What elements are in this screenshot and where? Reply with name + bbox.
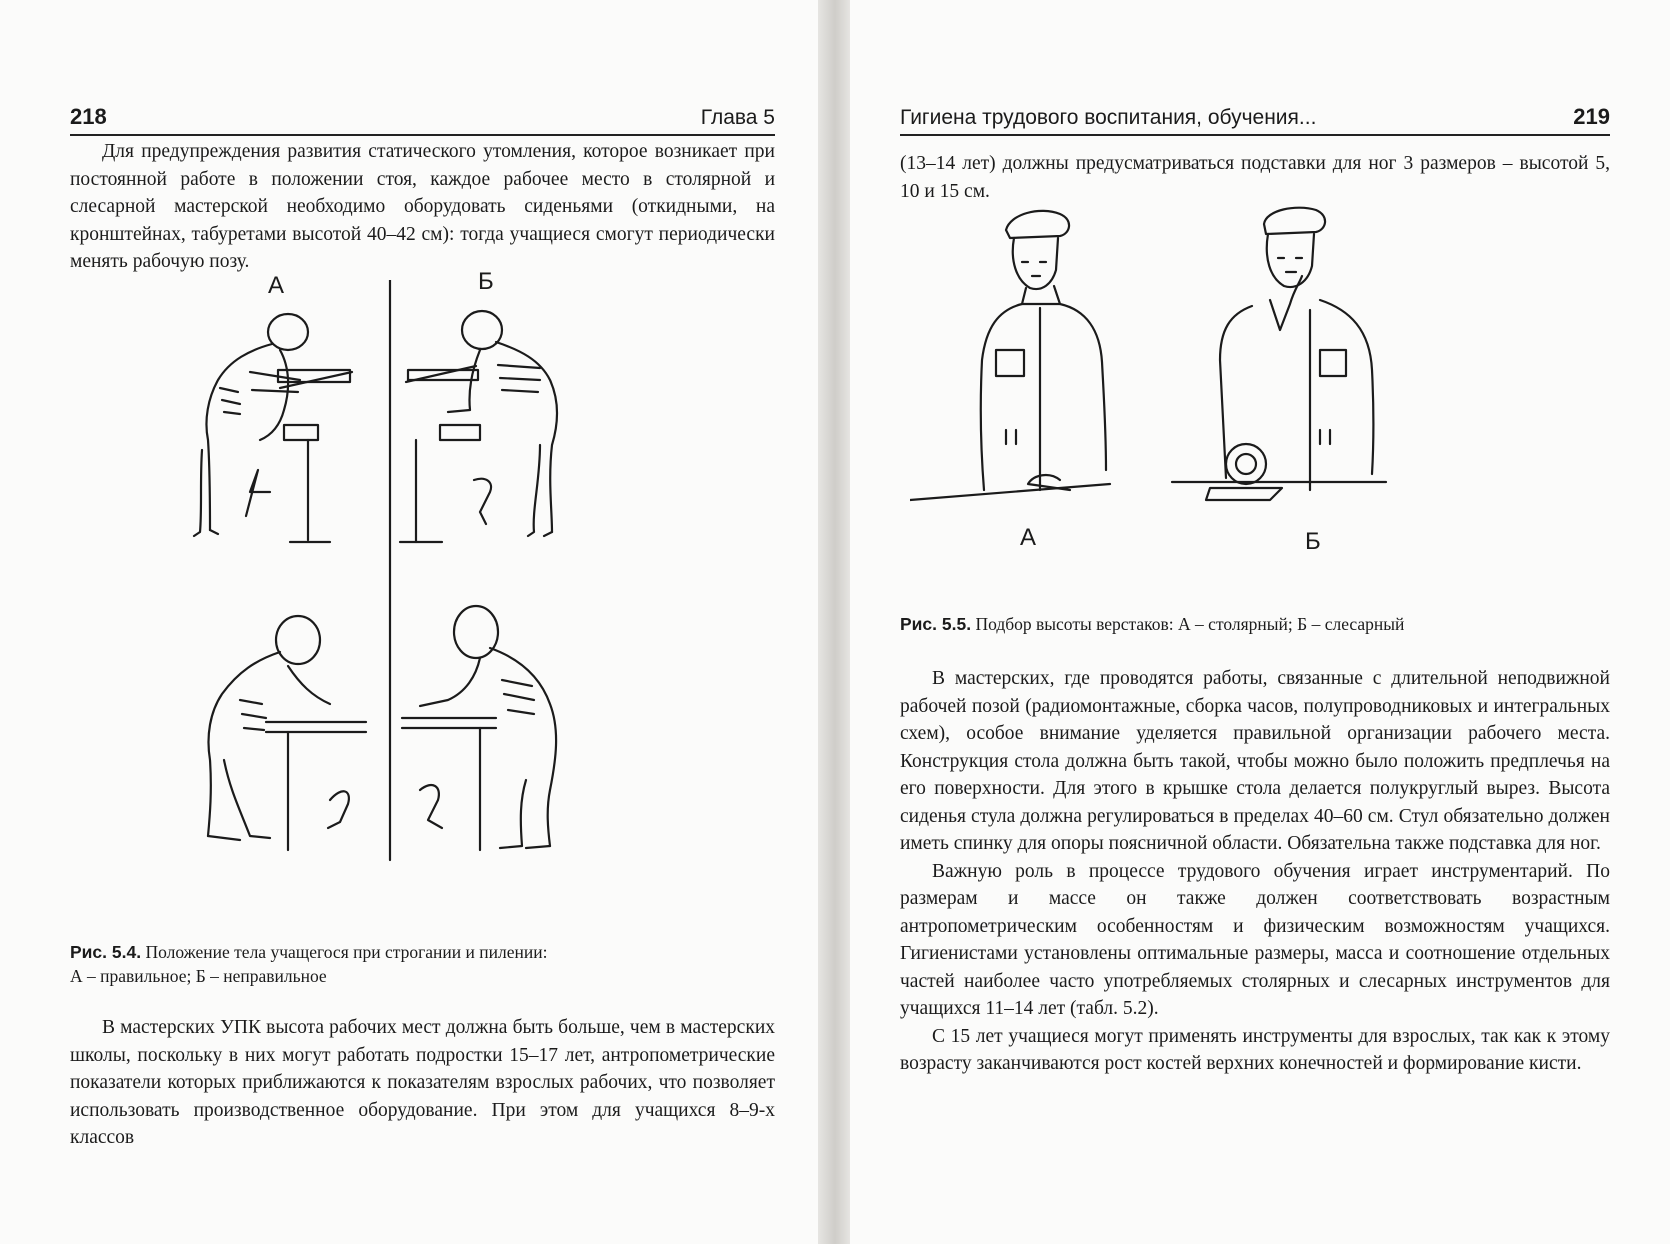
- paragraph-age-15: С 15 лет учащиеся могут применять инструменты для взрослых, так как к этому возрасту заканчиваются рост костей верхних конечностей и формирование кисти.: [900, 1025, 1610, 1074]
- figure-5-4-caption-number: Рис. 5.4.: [70, 942, 142, 962]
- running-title: Гигиена трудового воспитания, обучения...: [900, 106, 1317, 129]
- figure-5-5-illustration: [910, 200, 1470, 530]
- right-running-head: [900, 100, 1610, 136]
- figure-5-4-caption-line2: А – правильное; Б – неправильное: [70, 966, 327, 986]
- figure-5-5-caption-text: Подбор высоты верстаков: А – столярный; Б – слесарный: [975, 614, 1405, 634]
- left-page: [0, 0, 820, 1244]
- left-running-head: [70, 100, 775, 136]
- figure-a-sawing-correct: [208, 616, 366, 850]
- figure-5-5-caption-number: Рис. 5.5.: [900, 614, 972, 634]
- figure-5-4-label-b: Б: [478, 268, 494, 295]
- right-page: [850, 0, 1670, 1244]
- body-text: [900, 665, 1610, 1078]
- figure-b-sawing-incorrect: [402, 606, 556, 850]
- figure-b-boy-metalwork-bench: [1172, 208, 1386, 500]
- chapter-title: Глава 5: [700, 106, 775, 129]
- figure-a-boy-carpentry-bench: [910, 211, 1110, 500]
- page-number-right: 219: [1573, 104, 1610, 129]
- figure-b-planing-incorrect: [400, 311, 557, 542]
- figure-5-4-illustration: [180, 280, 600, 880]
- figure-5-5-label-a: А: [1020, 524, 1037, 551]
- figure-5-5-label-b: Б: [1305, 528, 1321, 555]
- continuation-paragraph: (13–14 лет) должны предусматриваться подставки для ног 3 размеров – высотой 5, 10 и 15 см.: [900, 153, 1610, 202]
- intro-paragraph: Для предупреждения развития статического утомления, которое возникает при постоянной работе в положении стоя, каждое рабочее место в столярной и слесарной мастерской необходимо оборудовать сиденьями (откидными, на кронштейнах, табуретами высотой 40–42 см): тогда учащиеся смогут периодически менять рабочую позу.: [70, 141, 775, 272]
- intro-text: [70, 138, 775, 276]
- figure-5-5-caption: [900, 612, 1610, 636]
- page-number-left: 218: [70, 104, 107, 129]
- paragraph-workshops: В мастерских, где проводятся работы, связанные с длительной неподвижной рабочей позой (радиомонтажные, сборка часов, полупроводниковых и интегральных схем), особое внимание уделяется правильной организации рабочего места. Конструкция стола должна быть такой, чтобы можно было положить предплечья на его поверхности. Для этого в крышке стола делается полукруглый вырез. Высота сиденья стула должна регулироваться в пределах 40–60 см. Стул обязательно должен иметь спинку для опоры поясничной области. Обязательна также подставка для ног.: [900, 668, 1610, 854]
- continuation-text: [900, 150, 1610, 205]
- closing-text: [70, 1014, 775, 1152]
- book-gutter: [818, 0, 852, 1244]
- figure-a-planing-correct: [194, 314, 352, 542]
- figure-5-4-caption-line1: Положение тела учащегося при строгании и пилении:: [145, 942, 548, 962]
- figure-5-4-caption: [70, 940, 775, 988]
- paragraph-instruments: Важную роль в процессе трудового обучения играет инструментарий. По размерам и массе он также должен соответствовать возрастным антропометрическим особенностям и физическим возможностям учащихся. Гигиенистами установлены оптимальные размеры, масса и соотношение отдельных частей наиболее часто употребляемых столярных и слесарных инструментов для учащихся 11–14 лет (табл. 5.2).: [900, 860, 1610, 1019]
- figure-5-4-label-a: А: [268, 272, 285, 299]
- closing-paragraph: В мастерских УПК высота рабочих мест должна быть больше, чем в мастерских школы, поскольку в них могут работать подростки 15–17 лет, антропометрические показатели которых приближаются к показателям взрослых рабочих, что позволяет использовать производственное оборудование. При этом для учащихся 8–9-х классов: [70, 1017, 775, 1148]
